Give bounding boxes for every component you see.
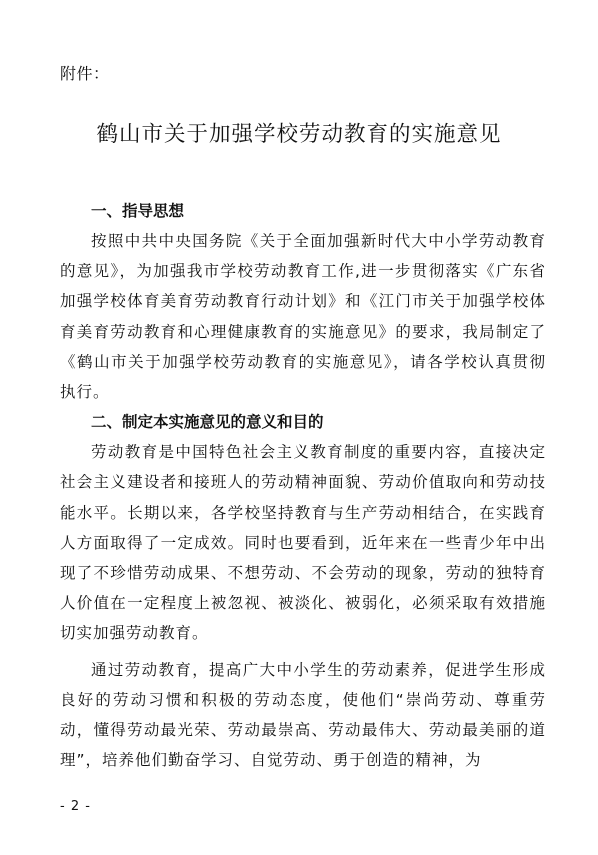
paragraph: 按照中共中央国务院《关于全面加强新时代大中小学劳动教育的意见》，为加强我市学校劳动教育工作,进一步贯彻落实《广东省加强学校体育美育劳动教育行动计划》和《江门市关于加强学校体育美育劳动教育和心理健康教育的实施意见》的要求，我局制定了《鹤山市关于加强学校劳动教育的实施意见》，请各学校认真贯彻执行。: [60, 232, 546, 402]
attachment-label: 附件：: [60, 64, 110, 83]
document-body: [60, 196, 546, 775]
paragraph: 通过劳动教育，提高广大中小学生的劳动素养，促进学生形成良好的劳动习惯和积极的劳动态度，使他们“崇尚劳动、尊重劳动，懂得劳动最光荣、劳动最崇高、劳动最伟大、劳动最美丽的道理”，培养他们勤奋学习、自觉劳动、勇于创造的精神，为: [60, 660, 546, 770]
document-title: 鹤山市关于加强学校劳动教育的实施意见: [96, 122, 502, 147]
section-heading-guiding-ideology: 一、指导思想: [91, 202, 185, 220]
section-heading-significance-purpose: 二、制定本实施意见的意义和目的: [91, 413, 324, 432]
page-number: - 2 -: [60, 799, 91, 814]
paragraph: 劳动教育是中国特色社会主义教育制度的重要内容，直接决定社会主义建设者和接班人的劳动精神面貌、劳动价值取向和劳动技能水平。长期以来，各学校坚持教育与生产劳动相结合，在实践育人方面取得了一定成效。同时也要看到，近年来在一些青少年中出现了不珍惜劳动成果、不想劳动、不会劳动的现象，劳动的独特育人价值在一定程度上被忽视、被淡化、被弱化，必须采取有效措施切实加强劳动教育。: [60, 443, 546, 643]
